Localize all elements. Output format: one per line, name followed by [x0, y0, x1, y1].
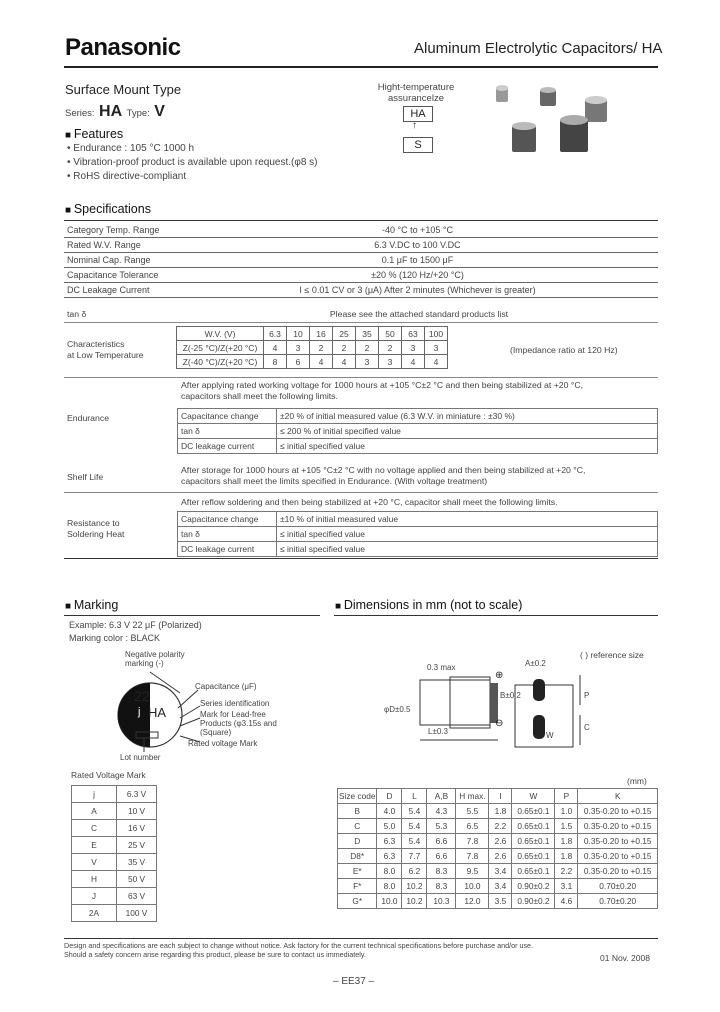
endurance-label: Endurance	[67, 413, 110, 423]
header-rule	[64, 66, 658, 68]
hightemp-badge-text	[376, 82, 456, 104]
spec-row: Category Temp. Range -40 °C to +105 °C	[64, 223, 658, 238]
dim-row: B 4.0 5.4 4.3 5.5 1.8 0.65±0.1 1.0 0.35-0.20 to +0.15	[338, 804, 658, 819]
specs-title: ■ Specifications	[65, 202, 151, 216]
endurance-row: tan δ ≤ 200 % of initial specified value	[178, 424, 658, 439]
dim-row: E* 8.0 6.2 8.3 9.5 3.4 0.65±0.1 2.2 0.35-0.20 to +0.15	[338, 864, 658, 879]
dimensions-title: ■ Dimensions in mm (not to scale)	[335, 598, 522, 612]
brand-logo: Panasonic	[65, 34, 181, 61]
solder-row: DC leakage current ≤ initial specified value	[178, 542, 658, 557]
leader-line	[180, 718, 200, 726]
voltage-row: C 16 V	[72, 820, 157, 837]
length-label: L±0.3	[428, 727, 448, 736]
badge-top-box: HA	[403, 106, 433, 122]
series-line	[65, 103, 165, 121]
lowtemp-table	[176, 326, 448, 369]
c-label: C	[584, 723, 590, 732]
marking-example: Example: 6.3 V 22 μF (Polarized)	[69, 620, 202, 630]
marking-title: ■ Marking	[65, 598, 118, 612]
document-title: Aluminum Electrolytic Capacitors/ HA	[414, 40, 663, 57]
dim-row: C 5.0 5.4 5.3 6.5 2.2 0.65±0.1 1.5 0.35-0.20 to +0.15	[338, 819, 658, 834]
max-label: 0.3 max	[427, 663, 456, 672]
dim-row: G* 10.0 10.2 10.3 12.0 3.5 0.90±0.2 4.6 0.70±0.20	[338, 894, 658, 909]
badge-line2: assurancelze	[388, 93, 444, 104]
capacitor-image-4	[512, 122, 536, 152]
diameter-label: φD±0.5	[384, 705, 411, 714]
voltage-mark-table	[71, 785, 157, 922]
cap-ha: HA	[148, 705, 167, 720]
lowtemp-row: Z(-25 °C)/Z(+20 °C) 4 3 2 2 2 2 3 3	[177, 341, 448, 355]
tan-label: tan δ	[67, 309, 87, 319]
tan-value: Please see the attached standard products list	[329, 309, 509, 319]
dim-header-row: Size code D L A,B H max. I W P K	[338, 789, 658, 804]
capacitor-image-3	[585, 96, 607, 122]
footer-date: 01 Nov. 2008	[600, 953, 650, 963]
feature-item: • Endurance : 105 °C 1000 h	[67, 143, 195, 154]
voltage-mark-label: Rated voltage Mark	[188, 739, 258, 748]
specs-rule	[64, 220, 658, 221]
side-view-base	[450, 677, 490, 728]
shelf-rule	[64, 492, 658, 493]
series-label: Series:	[65, 108, 95, 119]
series-id-label: Series identification	[200, 699, 270, 708]
a-label: A±0.2	[525, 659, 546, 668]
side-view-body	[420, 680, 490, 725]
polarity-label: Negative polarity marking (-)	[125, 650, 185, 668]
voltage-row: A 10 V	[72, 803, 157, 820]
type-value: V	[154, 103, 165, 120]
leadfree-label: Mark for Lead-free Products (φ3.15s and (Square)	[200, 710, 277, 737]
badge-bottom-box: S	[403, 137, 433, 153]
lowtemp-rule	[64, 377, 658, 378]
voltage-row: 2A 100 V	[72, 905, 157, 922]
dim-row: F* 8.0 10.2 8.3 10.0 3.4 0.90±0.2 3.1 0.70±0.20	[338, 879, 658, 894]
solder-row: tan δ ≤ initial specified value	[178, 527, 658, 542]
endurance-row: DC leakage current ≤ initial specified value	[178, 439, 658, 454]
page-number: – EE37 –	[333, 976, 375, 987]
solder-row: Capacitance change ±10 % of initial measured value	[178, 512, 658, 527]
footer-rule	[64, 938, 658, 939]
voltage-row: E 25 V	[72, 837, 157, 854]
shelf-label: Shelf Life	[67, 472, 104, 482]
lot-label: Lot number	[120, 753, 161, 762]
features-list	[67, 142, 318, 184]
footer-notes: Design and specifications are each subject to change without notice. Ask factory for the current technical specifications before purchase and/or use. Should a safety concern arise regarding this product, please be sure to contact us immediately.	[64, 941, 534, 959]
feature-item: • RoHS directive-compliant	[67, 171, 187, 182]
leader-line	[178, 690, 198, 708]
terminal-plus	[533, 679, 545, 701]
tan-rule	[64, 322, 658, 323]
dim-row: D8* 6.3 7.7 6.6 7.8 2.6 0.65±0.1 1.8 0.35-0.20 to +0.15	[338, 849, 658, 864]
type-label: Type:	[126, 108, 150, 119]
spec-row: Rated W.V. Range 6.3 V.DC to 100 V.DC	[64, 238, 658, 253]
plus-icon: ⊕	[495, 670, 504, 681]
spec-row: DC Leakage Current I ≤ 0.01 CV or 3 (μA) After 2 minutes (Whichever is greater)	[64, 283, 658, 298]
endurance-text: After applying rated working voltage for 1000 hours at +105 °C±2 °C and then being stabilized at +20 °C, capacitors shall meet the following limits.	[181, 380, 584, 401]
voltage-row: H 50 V	[72, 871, 157, 888]
voltage-row: j 6.3 V	[72, 786, 157, 803]
badge-arrow: ↑	[412, 120, 417, 131]
spec-row: Nominal Cap. Range 0.1 μF to 1500 μF	[64, 253, 658, 268]
dimensions-table	[337, 788, 658, 909]
type-title: Surface Mount Type	[65, 82, 182, 97]
dimension-drawing	[380, 655, 660, 755]
feature-item: • Vibration-proof product is available upon request.(φ8 s)	[67, 157, 318, 168]
voltage-row: J 63 V	[72, 888, 157, 905]
badge-line1: Hight-temperature	[377, 82, 455, 93]
series-value: HA	[99, 103, 123, 120]
voltage-mark-title: Rated Voltage Mark	[71, 770, 146, 780]
product-photo	[490, 80, 620, 170]
b-label: B±0.2	[500, 691, 521, 700]
lowtemp-row: Z(-40 °C)/Z(+20 °C) 8 6 4 4 3 3 4 4	[177, 355, 448, 369]
solder-text: After reflow soldering and then being stabilized at +20 °C, capacitor shall meet the following limits.	[181, 497, 558, 507]
unit-label: (mm)	[627, 776, 647, 786]
lowtemp-header-row: W.V. (V) 6.3 10 16 25 35 50 63 100	[177, 327, 448, 341]
capacitor-image-2	[540, 87, 556, 106]
shelf-text: After storage for 1000 hours at +105 °C±2 °C with no voltage applied and then being stabilized at +20 °C, capacitors shall meet the limits specified in Endurance. (With voltage treatment)	[181, 465, 586, 486]
endurance-table	[177, 408, 658, 454]
capacitance-label: Capacitance (μF)	[195, 682, 257, 691]
specs-table	[64, 223, 658, 298]
solder-table	[177, 511, 658, 557]
capacitor-image-1	[496, 85, 508, 102]
cap-j: j	[138, 706, 141, 718]
lowtemp-note: (Impedance ratio at 120 Hz)	[510, 345, 618, 355]
cap-number: 22	[134, 688, 150, 704]
capacitor-image-5	[560, 115, 588, 152]
specs-bottom-rule	[64, 558, 658, 559]
spec-row: Capacitance Tolerance ±20 % (120 Hz/+20 °C)	[64, 268, 658, 283]
terminal-minus	[533, 715, 545, 739]
solder-label: Resistance to Soldering Heat	[67, 518, 125, 539]
side-view-lead	[490, 683, 498, 723]
voltage-row: V 35 V	[72, 854, 157, 871]
features-title: ■ Features	[65, 127, 123, 141]
dimensions-rule	[334, 615, 658, 616]
marking-color: Marking color : BLACK	[69, 633, 161, 643]
ref-note: ( ) reference size	[580, 650, 644, 660]
p-label: P	[584, 691, 590, 700]
endurance-row: Capacitance change ±20 % of initial measured value (6.3 W.V. in miniature : ±30 %)	[178, 409, 658, 424]
lowtemp-label: Characteristics at Low Temperature	[67, 339, 144, 360]
marking-rule	[64, 615, 320, 616]
leader-line	[180, 706, 200, 718]
dim-row: D 6.3 5.4 6.6 7.8 2.6 0.65±0.1 1.8 0.35-0.20 to +0.15	[338, 834, 658, 849]
w-label: W	[546, 731, 554, 740]
minus-icon: ⊖	[495, 718, 504, 729]
